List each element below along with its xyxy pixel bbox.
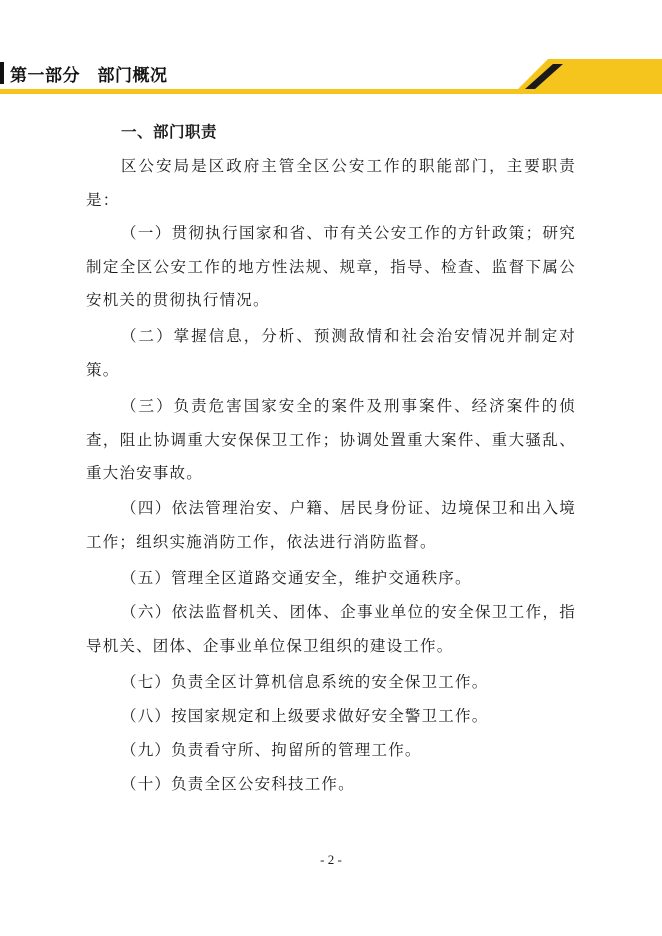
section-title: 第一部分 部门概况 <box>10 66 168 86</box>
page-header <box>0 0 662 100</box>
duty-item-5: （五）管理全区道路交通安全，维护交通秩序。 <box>121 569 472 587</box>
duty-item-3: （三）负责危害国家安全的案件及刑事案件、经济案件的侦查，阻止协调重大安保保卫工作；协调处置重大案件、重大骚乱、重大治安事故。 <box>86 397 576 482</box>
duty-item-2: （二）掌握信息，分析、预测敌情和社会治安情况并制定对策。 <box>86 327 576 379</box>
subsection-heading: 一、部门职责 <box>121 123 218 141</box>
duty-item-6: （六）依法监督机关、团体、企事业单位的安全保卫工作，指导机关、团体、企事业单位保卫组织的建设工作。 <box>86 603 576 655</box>
duty-item-9: （九）负责看守所、拘留所的管理工作。 <box>121 741 422 759</box>
header-marker <box>0 62 4 84</box>
duty-item-10: （十）负责全区公安科技工作。 <box>121 775 355 793</box>
duty-item-4: （四）依法管理治安、户籍、居民身份证、边境保卫和出入境工作；组织实施消防工作，依法进行消防监督。 <box>86 499 576 551</box>
duty-item-7: （七）负责全区计算机信息系统的安全保卫工作。 <box>121 673 489 691</box>
intro-paragraph: 区公安局是区政府主管全区公安工作的职能部门，主要职责是： <box>86 157 576 209</box>
duty-item-8: （八）按国家规定和上级要求做好安全警卫工作。 <box>121 707 489 725</box>
header-rule <box>0 89 662 94</box>
page-number: - 2 - <box>320 852 342 867</box>
duty-item-1: （一）贯彻执行国家和省、市有关公安工作的方针政策；研究制定全区公安工作的地方性法规、规章，指导、检查、监督下属公安机关的贯彻执行情况。 <box>86 224 576 309</box>
